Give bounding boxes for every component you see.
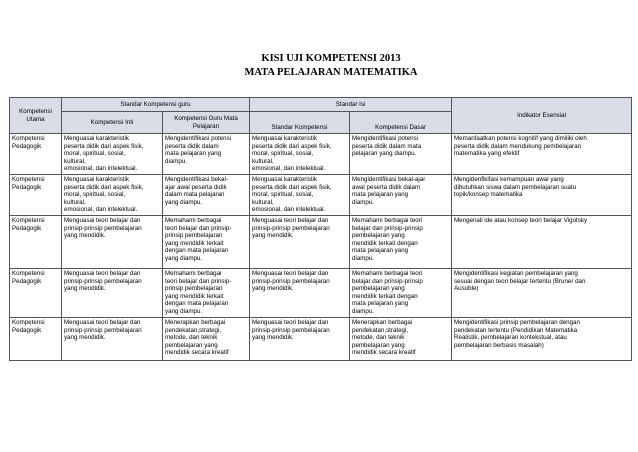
cell-indikator-esensial: Memanfaatkan potensi kognitif yang dimiliki oleh peserta didik dalam mendukung pembelajaran matematika yang efektif	[452, 134, 632, 175]
cell-standar-kompetensi: Menguasai teori belajar dan prinsip-prinsip pembelajaran yang mendidik.	[250, 268, 350, 317]
cell-kompetensi-dasar: Mengidentifikasi potensi peserta didik dalam mata pelajaran yang diampu.	[350, 134, 452, 175]
table-row	[10, 215, 632, 268]
cell-kompetensi-inti: Menguasai teori belajar dan prinsip-prinsip pembelajaran yang mendidik.	[62, 215, 163, 268]
cell-indikator-esensial: Mengenali ide atau konsep teori belajar Vigotsky	[452, 215, 632, 268]
header-kompetensi-inti: Kompetensi Inti	[62, 112, 163, 134]
cell-kompetensi-inti: Menguasai karakteristik peserta didik dari aspek fisik, moral, spiritual, sosial, kultural, emosional, dan intelektual.	[62, 174, 163, 215]
cell-standar-kompetensi: Menguasai teori belajar dan prinsip-prinsip pembelajaran yang mendidik.	[250, 215, 350, 268]
cell-kompetensi-guru-mapel: Menerapkan berbagai pendekatan,strategi, metode, dan teknik pembelajaran yang mendidik secara kreatif	[163, 317, 250, 360]
header-standar-kompetensi-guru: Standar Kompetensi guru	[62, 98, 250, 112]
title-line-1: KISI UJI KOMPETENSI 2013	[261, 53, 401, 64]
cell-kompetensi-dasar: Menerapkan berbagai pendekatan,strategi, metode, dan teknik pembelajaran yang mendidik secara kreatif	[350, 317, 452, 360]
header-kompetensi-utama: Kompetensi Utama	[10, 98, 62, 134]
cell-indikator-esensial: Mengidenfikifasi kemampuan awal yang dibutuhkan siswa dalam pembelajaran suatu topik/konsep matematika	[452, 174, 632, 215]
cell-kompetensi-guru-mapel: Mengidentifikasi potensi peserta didik dalam mata pelajaran yang diampu.	[163, 134, 250, 175]
cell-kompetensi-guru-mapel: Memahami berbagai teori belajar dan prinsip- prinsip pembelajaran yang mendidik terkait dengan mata pelajaran yang diampu.	[163, 215, 250, 268]
cell-kompetensi-inti: Menguasai karakteristik peserta didik dari aspek fisik, moral, spiritual, sosial, kultural, emosional, dan intelektual.	[62, 134, 163, 175]
document-title	[0, 52, 638, 80]
header-standar-kompetensi: Standar Kompetensi	[250, 112, 350, 134]
cell-kompetensi-utama: Kompetensi Pedagogik	[10, 317, 62, 360]
title-line-2: MATA PELAJARAN MATEMATIKA	[244, 67, 418, 78]
header-kompetensi-dasar: Kompetensi Dasar	[350, 112, 452, 134]
cell-kompetensi-utama: Kompetensi Pedagogik	[10, 268, 62, 317]
cell-kompetensi-dasar: Memahami berbagai teori belajar dan prinsip-prinsip pembelajaran yang mendidik terkait dengan mata pelajaran yang diampu.	[350, 268, 452, 317]
cell-indikator-esensial: Mengidentifikasi kegiatan pembelajaran yang sesuai dengan teori belajar tertentu (Bruner dan Ausuble)	[452, 268, 632, 317]
cell-kompetensi-inti: Menguasai teori belajar dan prinsip-prinsip pembelajaran yang mendidik.	[62, 317, 163, 360]
table-row	[10, 317, 632, 360]
cell-kompetensi-utama: Kompetensi Pedagogik	[10, 215, 62, 268]
cell-kompetensi-utama: Kompetensi Pedagogik	[10, 174, 62, 215]
cell-kompetensi-inti: Menguasai teori belajar dan prinsip-prinsip pembelajaran yang mendidik.	[62, 268, 163, 317]
cell-kompetensi-guru-mapel: Memahami berbagai teori belajar dan prinsip- prinsip pembelajaran yang mendidik terkait dengan mata pelajaran yang diampu.	[163, 268, 250, 317]
header-kompetensi-guru-mata-pelajaran: Kompetensi Guru Mata Pelajaran	[163, 112, 250, 134]
header-indikator-esensial: Indikator Esensial	[452, 98, 632, 134]
table-row	[10, 174, 632, 215]
header-standar-isi: Standar Isi	[250, 98, 452, 112]
table-row	[10, 268, 632, 317]
cell-kompetensi-dasar: Mengidentifikasi bekal-ajar awal peserta didik dalam mata pelajaran yang diampu.	[350, 174, 452, 215]
cell-standar-kompetensi: Menguasai karakteristik peserta didik dari aspek fisik, moral, spiritual, sosial, kultural, emosional, dan intelektual.	[250, 134, 350, 175]
cell-kompetensi-dasar: Memahami berbagai teori belajar dan prinsip-prinsip pembelajaran yang mendidik terkait dengan mata pelajaran yang diampu.	[350, 215, 452, 268]
cell-indikator-esensial: Mengidentifikasi prinsip pembelajaran dengan pendekatan tertentu (Pendidikan Matematika Realistik, pembelajaran kontekstual, atau pembelajaran berbasis masalah)	[452, 317, 632, 360]
table-row	[10, 134, 632, 175]
cell-standar-kompetensi: Menguasai teori belajar dan prinsip-prinsip pembelajaran yang mendidik.	[250, 317, 350, 360]
cell-standar-kompetensi: Menguasai karakteristik peserta didik dari aspek fisik, moral, spiritual, sosial, kultural, emosional, dan intelektual.	[250, 174, 350, 215]
cell-kompetensi-utama: Kompetensi Pedagogik	[10, 134, 62, 175]
cell-kompetensi-guru-mapel: Mengidentifikasi bekal- ajar awal peserta didik dalam mata pelajaran yang diampu.	[163, 174, 250, 215]
kisi-table	[9, 97, 632, 361]
